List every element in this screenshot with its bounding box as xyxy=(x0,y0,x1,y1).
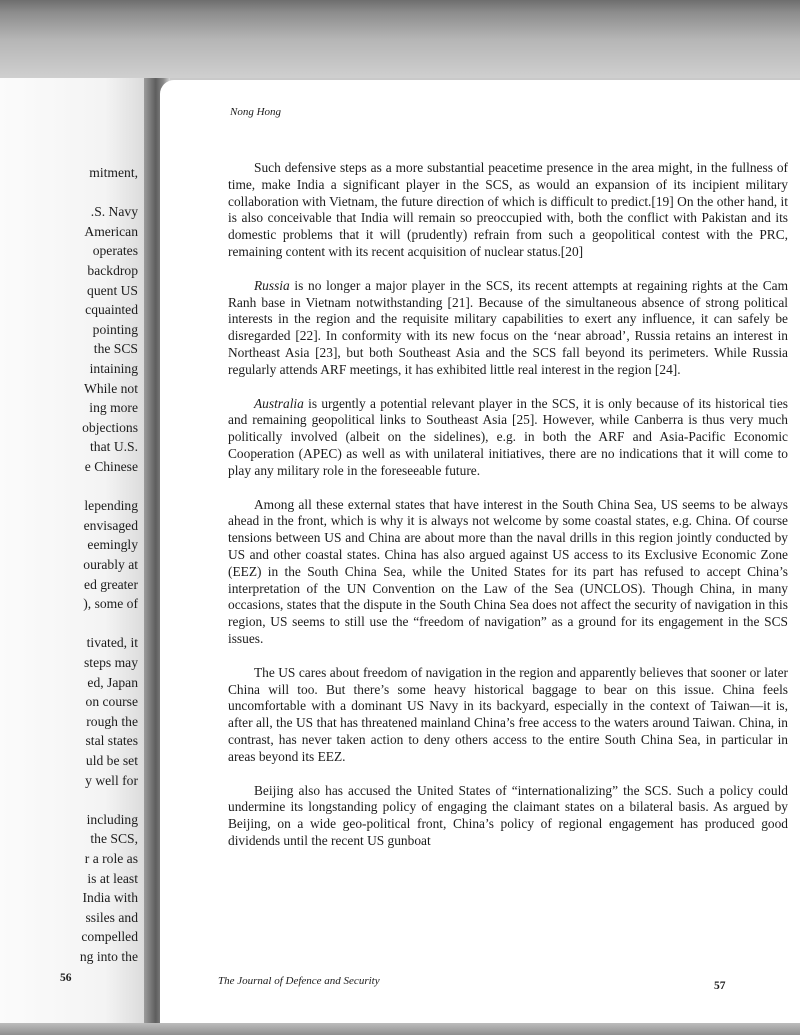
left-page-line: on course xyxy=(85,694,138,710)
scanner-top-edge xyxy=(0,0,800,78)
left-page-line: is at least xyxy=(87,870,138,886)
left-page-line: rough the xyxy=(86,713,138,729)
left-page-line: ed greater xyxy=(84,576,138,592)
left-page-line: mitment, xyxy=(89,165,138,180)
body-paragraph xyxy=(228,160,788,261)
left-page-line: lepending xyxy=(84,498,138,514)
left-page-line: envisaged xyxy=(83,517,138,533)
left-page-line: ed, Japan xyxy=(87,674,138,690)
body-paragraph xyxy=(228,497,788,648)
body-paragraph xyxy=(228,278,788,379)
scanner-bottom-edge xyxy=(0,1023,800,1035)
left-page-line: objections xyxy=(82,419,138,435)
left-page-line: ng into the xyxy=(79,949,138,964)
left-page-line: compelled xyxy=(81,929,138,945)
left-page-number: 56 xyxy=(60,972,72,984)
paragraph-text: is no longer a major player in the SCS, its recent attempts at regaining rights at the Cam Ranh base in Vietnam notwithstanding [21]. Because of the simultaneous absence of strong political interests in the region and the requisite military capabilities to exert any influence, it can safely be disregarded [22]. In conformity with its new focus on the ‘near abroad’, Russia retains an interest in Northeast Asia [23], but both Southeast Asia and the SCS fall beyond its perimeters. While Russia regularly attends ARF meetings, it has exhibited little real interest in the region [24]. xyxy=(228,277,788,377)
left-page-line: American xyxy=(84,223,138,239)
left-page-line: India with xyxy=(82,890,138,906)
paragraph-text: The US cares about freedom of navigation in the region and apparently believes that sooner or later China will too. But there’s some heavy historical baggage to bear on this issue. China feels uncomfortable with a dominant US Navy in its backyard, especially in the context of Taiwan—it is, after all, the US that has threatened mainland China’s free access to the waters around Taiwan. China, in contrast, has never taken action to deny others access to the entire South China Sea, in particular in areas beyond its EEZ. xyxy=(228,664,788,764)
left-page-line: ourably at xyxy=(83,557,138,572)
running-head: Nong Hong xyxy=(230,106,282,118)
paragraph-text: Beijing also has accused the United States of “internationalizing” the SCS. Such a policy could undermine its longstanding policy of engaging the claimant states on a bilateral basis. As argued by Beijing, on a wide geo-political front, China’s policy of regional engagement has produced good dividends until the recent US gunboat xyxy=(228,782,788,848)
body-text xyxy=(228,160,788,867)
left-page-line: backdrop xyxy=(87,263,138,278)
body-paragraph xyxy=(228,665,788,766)
paragraph-lead-term: Russia xyxy=(254,277,290,293)
left-page-line: quent US xyxy=(87,282,138,298)
left-page-line: .S. Navy xyxy=(90,204,138,220)
journal-footer: The Journal of Defence and Security xyxy=(218,975,380,987)
left-page-line: stal states xyxy=(85,733,138,749)
left-page-line: eemingly xyxy=(87,537,138,553)
left-page-line: operates xyxy=(92,243,138,259)
paragraph-lead-term: Australia xyxy=(254,395,304,411)
left-page-line: cquainted xyxy=(85,302,138,318)
left-page-line: ), some of xyxy=(83,596,138,612)
left-page-line: the SCS xyxy=(93,341,138,357)
paragraph-text: Among all these external states that have interest in the South China Sea, US seems to be always ahead in the front, which is why it is always not welcome by some coastal states, e.g. China. Of course tensions between US and China are about more than the naval drills in this region jointly conducted by US and other coastal states. China has also argued against US access to its Exclusive Economic Zone (EEZ) in the South China Sea, while the United States for its part has refused to accept China’s interpretation of the UN Convention on the Law of the Sea (UNCLOS). Though China, in many occasions, states that the dispute in the South China Sea does not affect the security of navigation in this region, US seems to still use the “freedom of navigation” as a ground for its engagement in the SCS issues. xyxy=(228,496,788,646)
left-page-line: including xyxy=(86,811,138,827)
left-page-line: steps may xyxy=(84,655,138,670)
right-page-number: 57 xyxy=(714,980,726,992)
left-page-line: intaining xyxy=(89,361,138,376)
left-page-line: that U.S. xyxy=(90,439,138,455)
left-page-line: e Chinese xyxy=(84,459,138,474)
left-page-line: ssiles and xyxy=(85,909,138,925)
left-page-line: ing more xyxy=(89,400,138,416)
body-paragraph xyxy=(228,396,788,480)
left-page-line: pointing xyxy=(92,321,138,337)
left-page-line: y well for xyxy=(85,772,138,788)
left-page xyxy=(0,78,150,1035)
left-page-line: r a role as xyxy=(84,851,138,866)
right-page xyxy=(160,80,800,1035)
left-page-line: uld be set xyxy=(85,753,138,768)
left-page-line: While not xyxy=(84,380,138,396)
paragraph-text: Such defensive steps as a more substantial peacetime presence in the area might, in the fullness of time, make India a significant player in the SCS, as would an expansion of its incipient military collaboration with Vietnam, the future direction of which is difficult to predict.[19] On the other hand, it is also conceivable that India will remain so preoccupied with, both the conflict with Pakistan and its domestic problems that it will (prudently) refrain from such a geopolitical contest with the PRC, remaining content with its recent acquisition of nuclear status.[20] xyxy=(228,160,788,259)
left-page-line: tivated, it xyxy=(86,635,138,651)
paragraph-text: is urgently a potential relevant player in the SCS, it is only because of its historical ties and remaining geopolitical links to Southeast Asia [25]. However, while Canberra is thus very much politically involved (albeit on the sidelines), e.g. in both the ARF and Asia-Pacific Economic Cooperation (APEC) as well as with unilateral initiatives, there are no indications that it will come to play any military role in the foreseeable future. xyxy=(228,395,788,478)
body-paragraph xyxy=(228,783,788,850)
left-page-line: the SCS, xyxy=(90,831,138,847)
